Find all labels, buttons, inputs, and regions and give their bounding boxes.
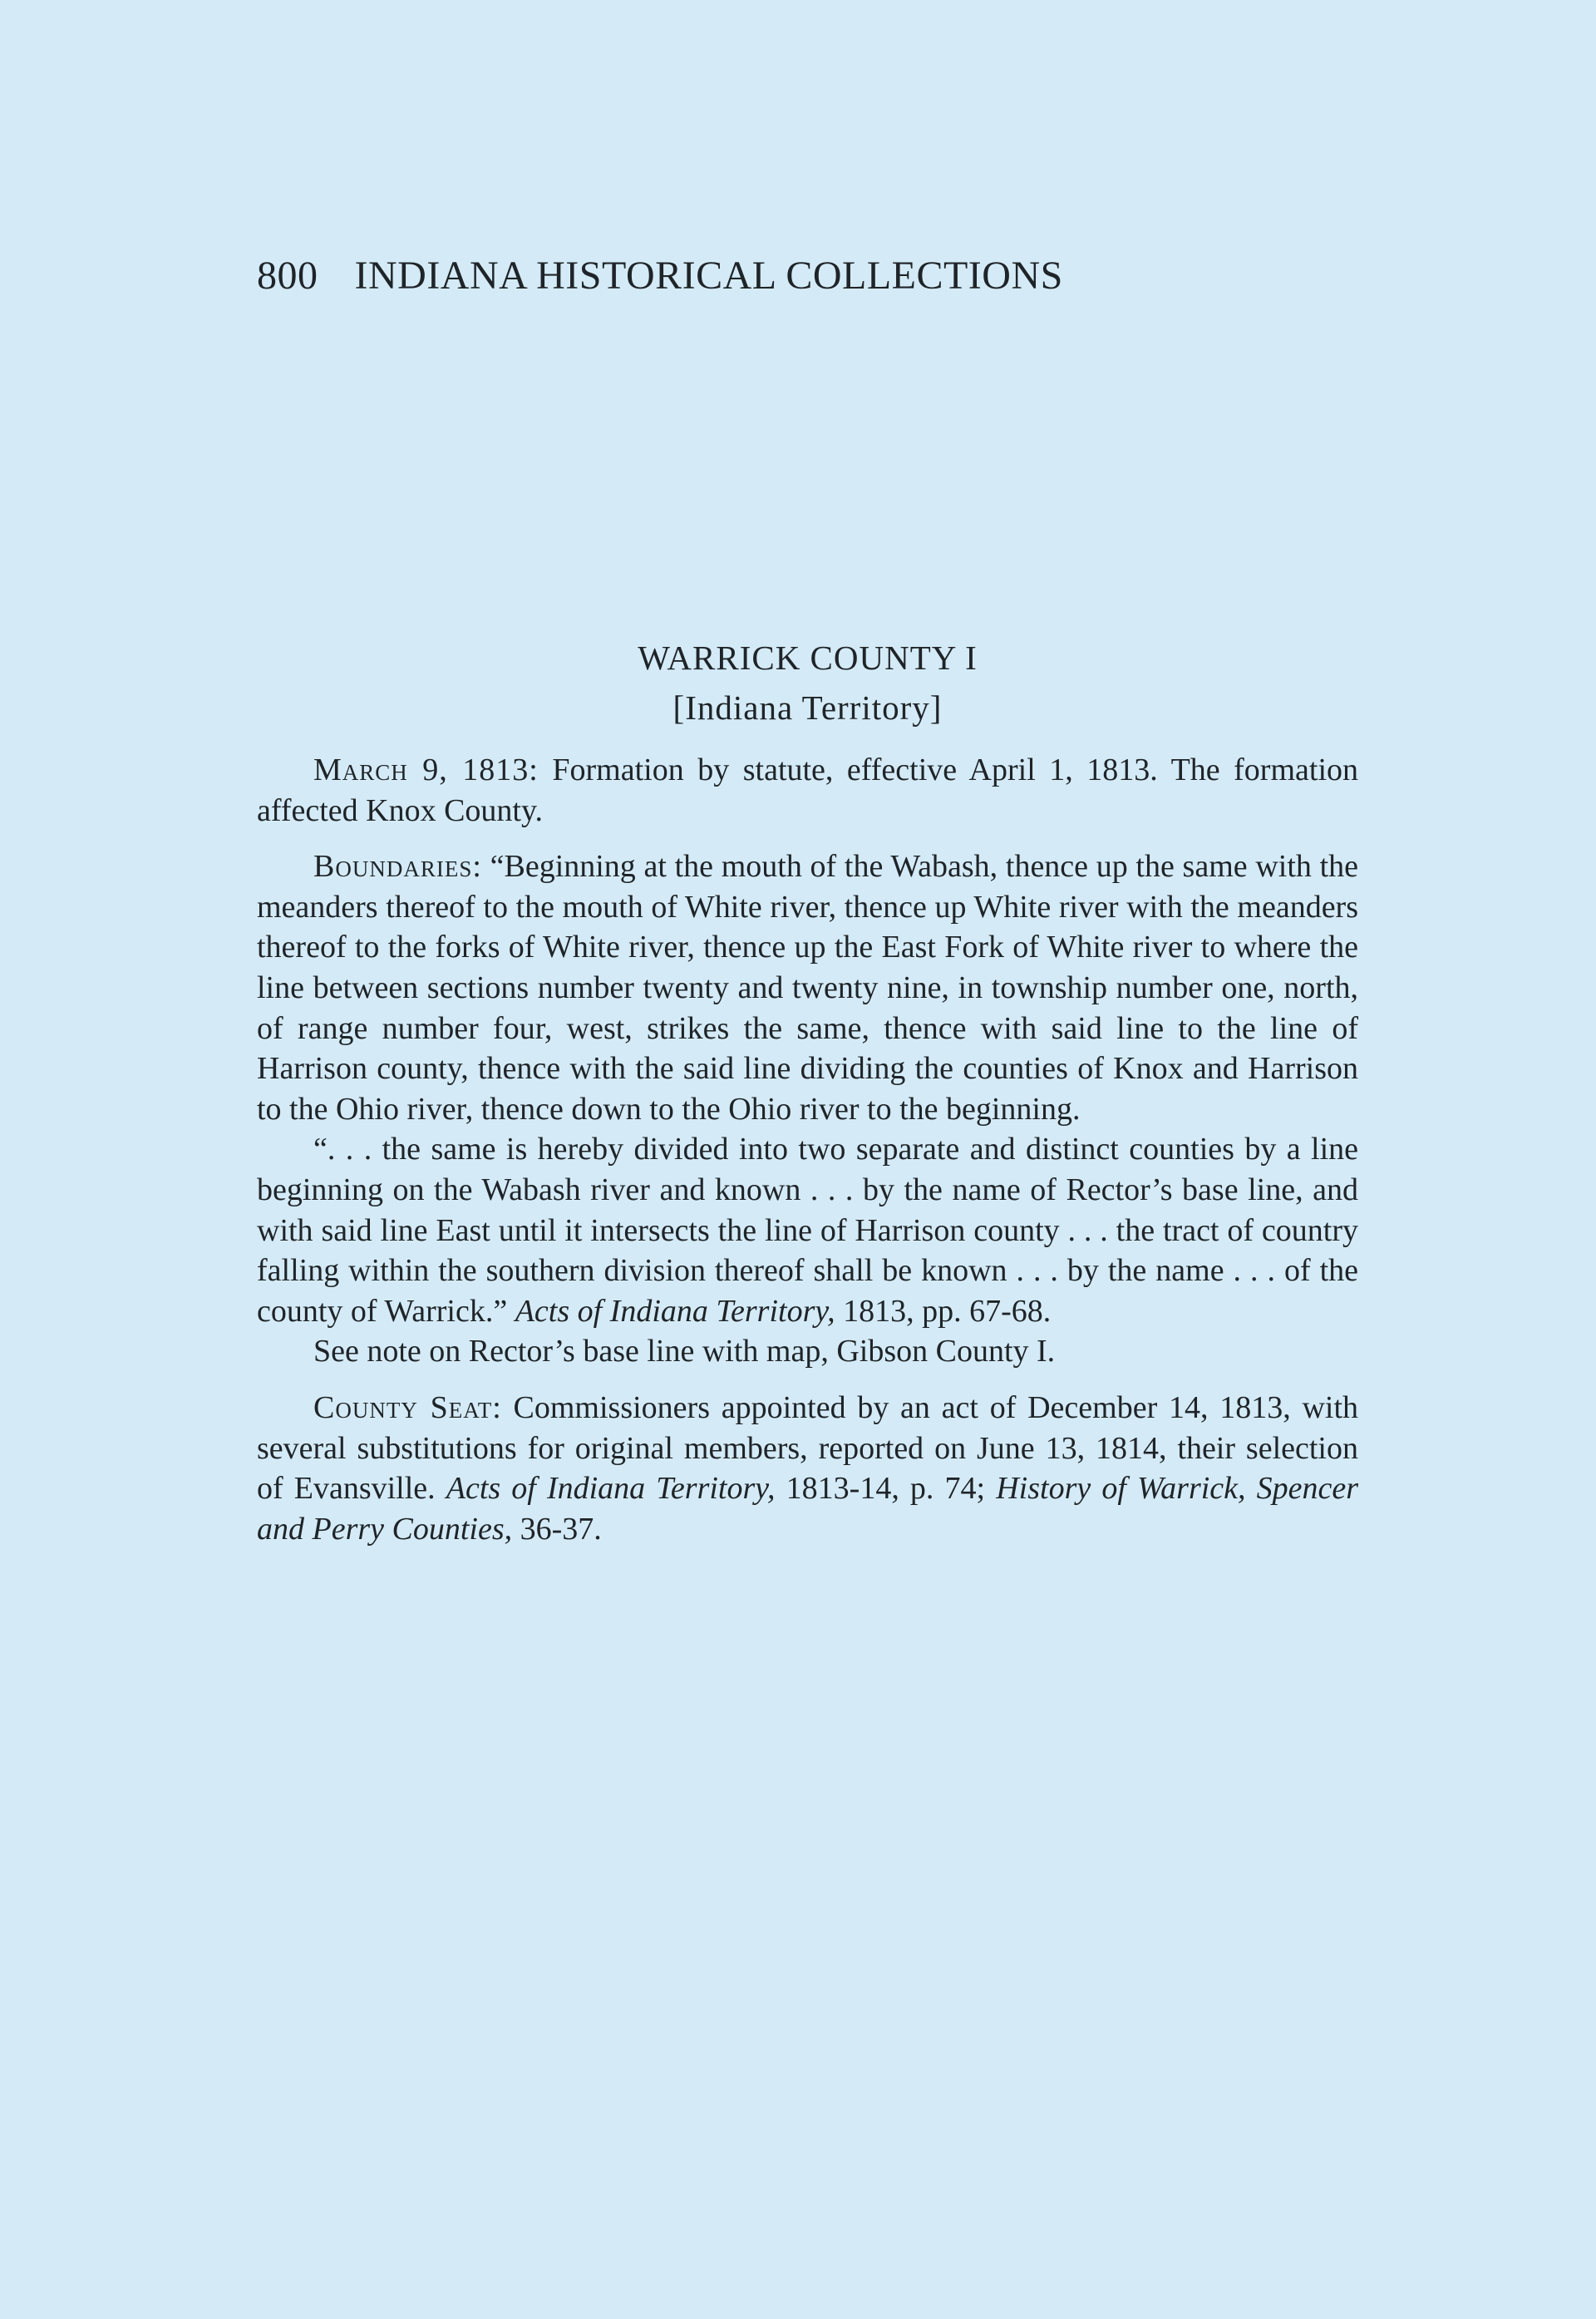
running-title: INDIANA HISTORICAL COLLECTIONS [354, 254, 1063, 298]
boundaries-citation-rest: 1813, pp. 67-68. [843, 1293, 1052, 1329]
formation-lead: March 9, 1813: [313, 752, 539, 787]
boundaries-quote-1: “Beginning at the mouth of the Wabash, thence up the same with the meanders thereof to the mouth of White river, thence up White river with the meanders thereof to the forks of White river, thence up the East Fork of White river to where the line between sections number twenty and twenty nine, in township number one, north, of range number four, west, strikes the same, thence with said line to the line of Harrison county, thence with the said line dividing the counties of Knox and Harrison to the Ohio river, thence down to the Ohio river to the beginning. [257, 849, 1359, 1127]
county-seat-citation-1-rest: 1813-14, p. 74; [786, 1471, 986, 1507]
boundaries-paragraph [257, 846, 1358, 1129]
section-title: WARRICK COUNTY I [638, 639, 978, 677]
county-seat-citation-2-title: History of Warrick, Spencer and Perry Counties, [257, 1471, 1359, 1547]
running-head [257, 246, 1371, 306]
county-seat-paragraph [257, 1388, 1358, 1549]
county-seat-citation-2-rest: 36-37. [520, 1511, 602, 1547]
section-subtitle: [Indiana Territory] [672, 688, 943, 727]
body-text [257, 750, 1358, 1549]
boundaries-note: See note on Rector’s base line with map, Gibson County I. [313, 1334, 1056, 1369]
boundaries-lead: Boundaries: [313, 849, 482, 885]
county-seat-citation-1-title: Acts of Indiana Territory, [446, 1471, 776, 1507]
page-number: 800 [257, 254, 318, 298]
county-seat-lead: County Seat: [313, 1389, 502, 1425]
boundaries-quote-paragraph [257, 1129, 1358, 1331]
formation-text: Formation by statute, effective April 1, 1813. The formation affected Knox County. [257, 752, 1359, 828]
formation-paragraph [257, 750, 1358, 831]
county-seat-text: Commissioners appointed by an act of December 14, 1813, with several substitutions for original members, reported on June 13, 1814, their selection of Evansville. [257, 1389, 1359, 1507]
boundaries-note-paragraph [257, 1331, 1358, 1372]
boundaries-citation-title: Acts of Indiana Territory, [515, 1293, 835, 1329]
boundaries-quote-2: “. . . the same is hereby divided into two separate and distinct counties by a line beginning on the Wabash river and known . . . by the name of Rector’s base line, and with said line East until it intersects the line of Harrison county . . . the tract of country falling within the southern division thereof shall be known . . . by the name . . . of the county of Warrick.” [257, 1132, 1358, 1329]
